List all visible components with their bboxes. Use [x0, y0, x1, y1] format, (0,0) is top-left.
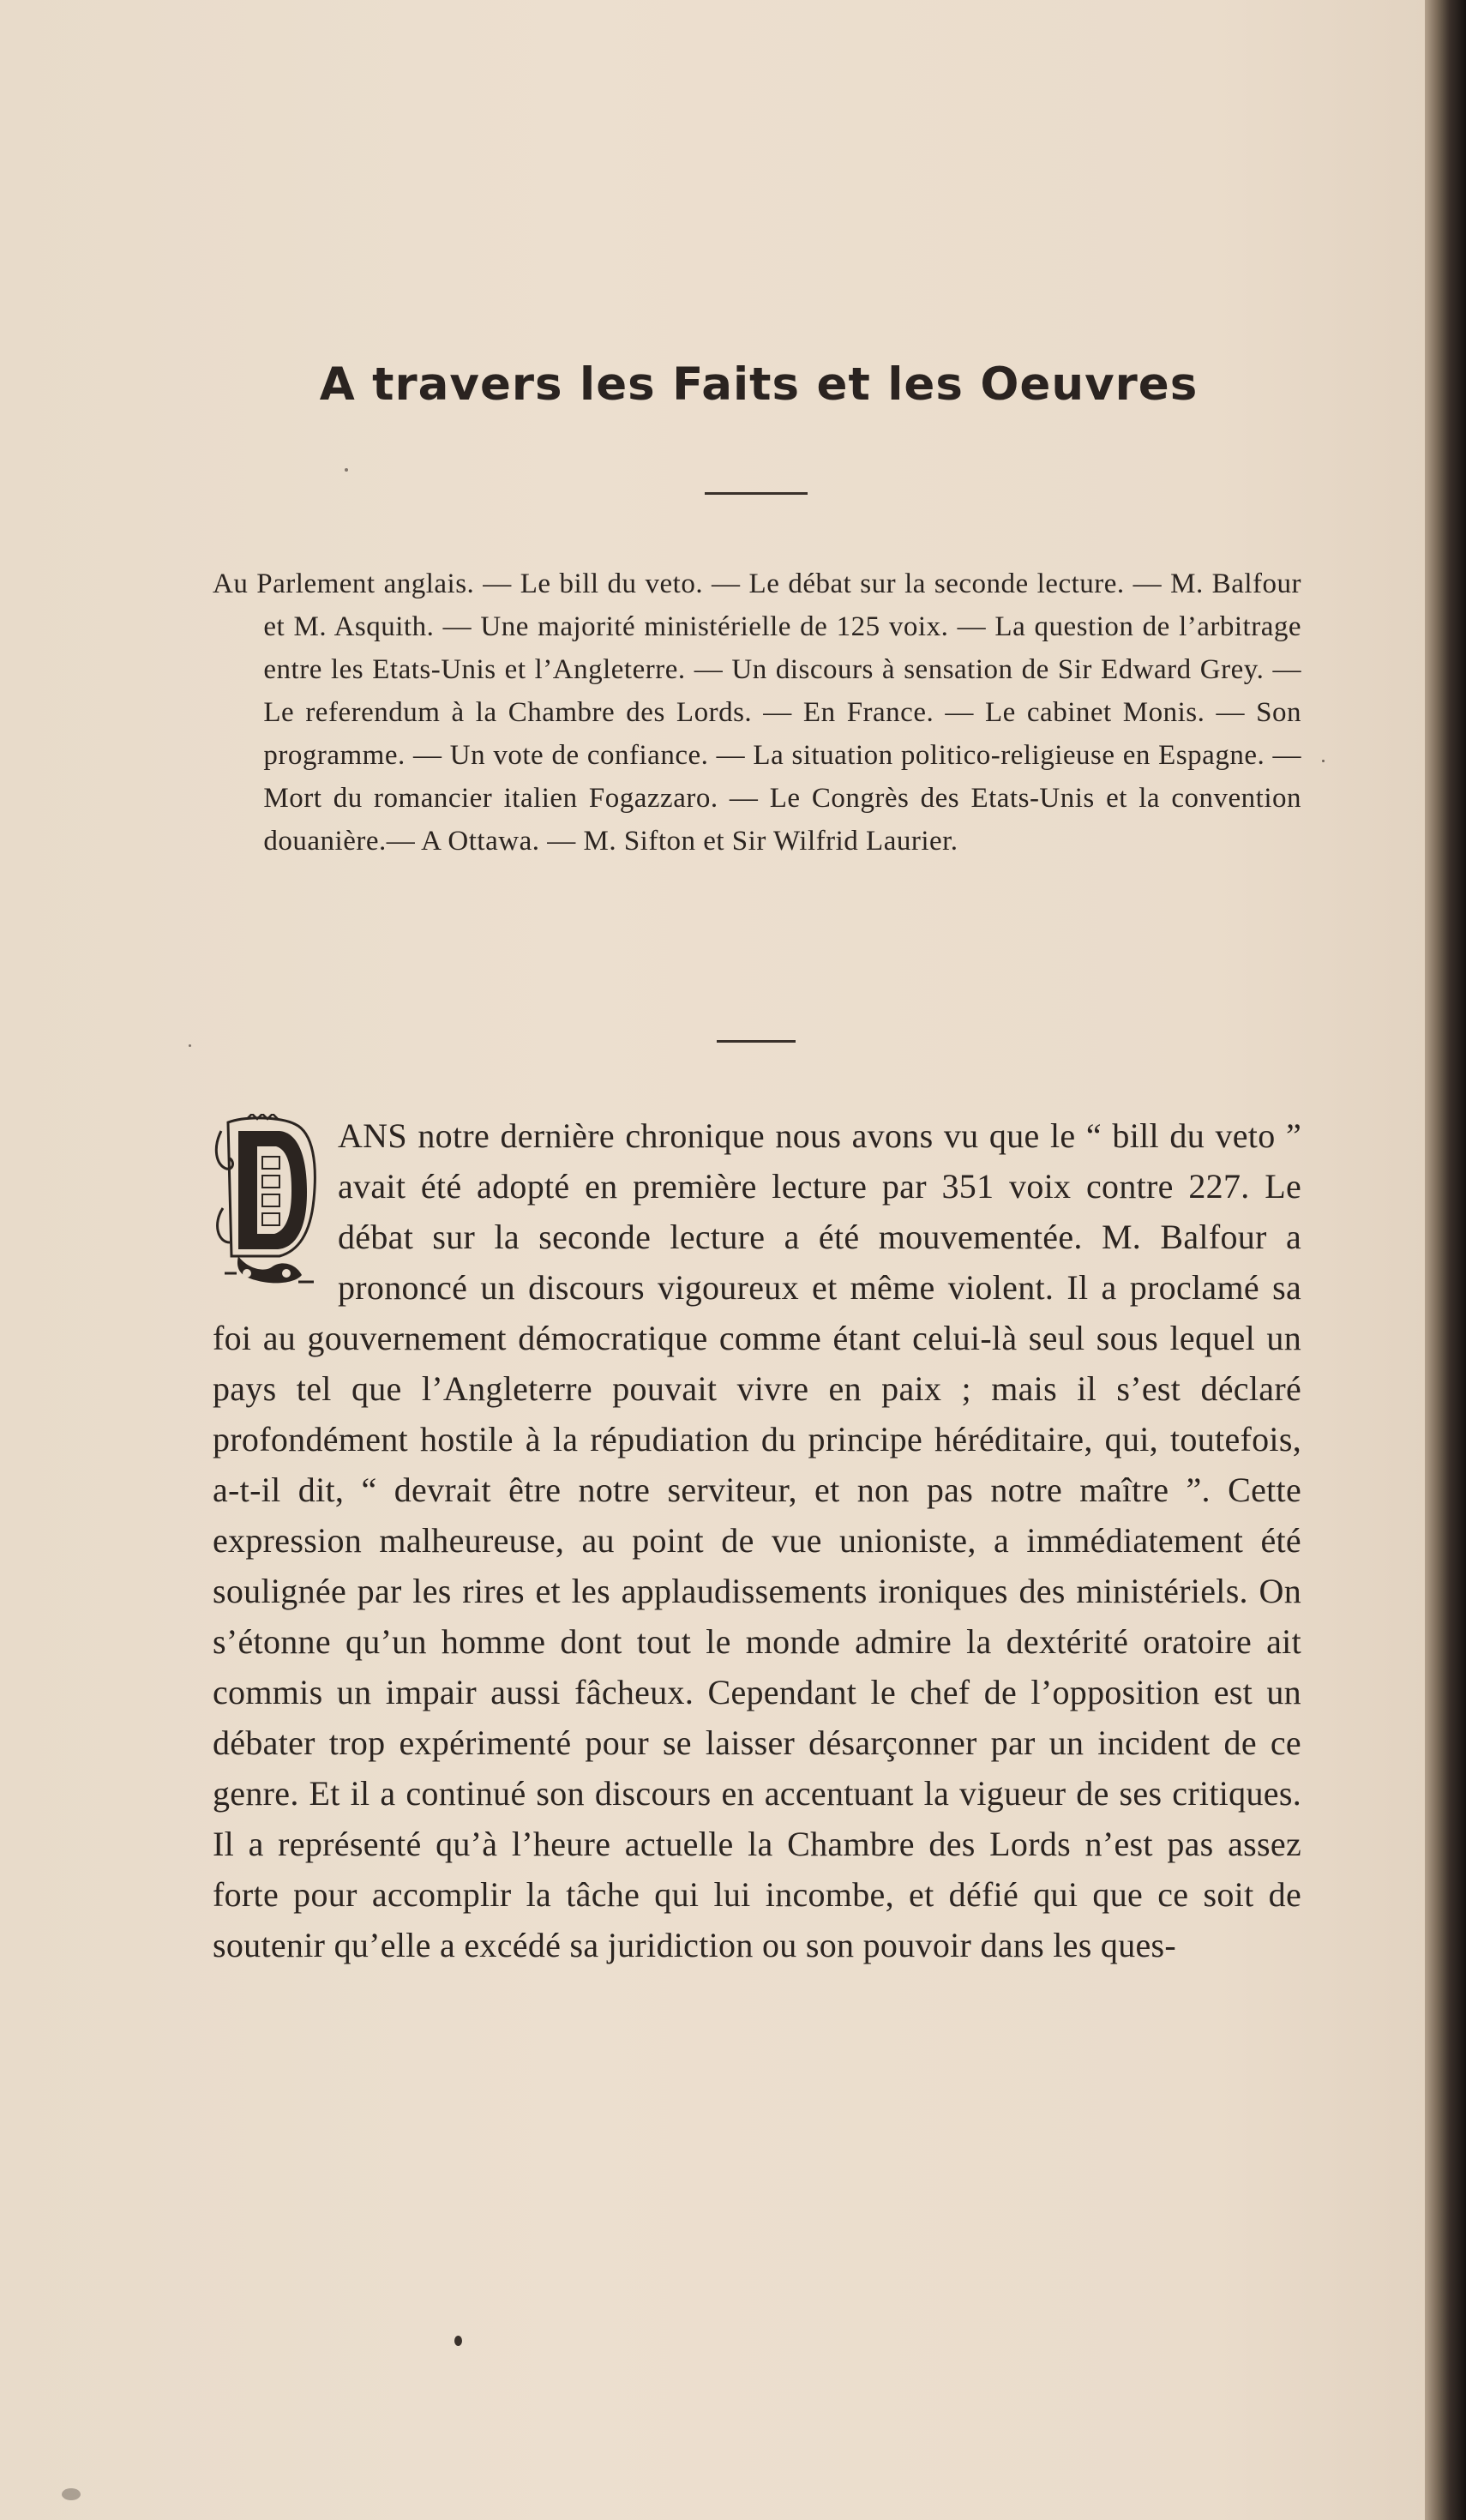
book-spine-edge	[1425, 0, 1466, 2520]
section-divider	[717, 1040, 796, 1043]
article-title: A travers les Faits et les Oeuvres	[319, 358, 1199, 411]
ink-speck	[1322, 760, 1325, 762]
ink-speck	[454, 2336, 462, 2346]
ornamental-drop-cap	[213, 1114, 324, 1290]
ink-speck	[189, 1044, 191, 1047]
title-divider	[705, 492, 808, 495]
ink-speck	[345, 468, 348, 472]
ornamental-d-icon	[213, 1114, 324, 1290]
chronicle-summary: Au Parlement anglais. — Le bill du veto. — Le débat sur la seconde lecture. — M. Balfour et M. Asquith. — Une majorité ministérielle de 125 voix. — La question de l’arbitrage entre les Etats-Unis et l’Angleterre. — Un discours à sensation de Sir Edward Grey. — Le referendum à la Chambre des Lords. — En France. — Le cabinet Monis. — Son programme. — Un vote de confiance. — La situation politico-religieuse en Espagne. — Mort du romancier italien Fogazzaro. — Le Congrès des Etats-Unis et la convention douanière.— A Ottawa. — M. Sifton et Sir Wilfrid Laurier.	[213, 568, 1301, 857]
article-body-text: ANS notre dernière chronique nous avons vu que le “ bill du veto ” avait été adopté en première lecture par 351 voix contre 227. Le débat sur la seconde lecture a été mouvementée. M. Balfour a prononcé un discours vigoureux et même violent. Il a proclamé sa foi au gouvernement démocratique comme étant celui-là seul sous lequel un pays tel que l’Angleterre pouvait vivre en paix ; mais il s’est déclaré profondément hostile à la répudiation du principe héréditaire, qui, toutefois, a-t-il dit, “ devrait être notre serviteur, et non pas notre maître ”. Cette expression malheureuse, au point de vue unioniste, a immédiatement été soulignée par les rires et les applaudissements ironiques des ministériels. On s’étonne qu’un homme dont tout le monde admire la dextérité oratoire ait commis un impair aussi fâcheux. Cependant le chef de l’opposition est un débater trop expérimenté pour se laisser désarçonner par un incident de ce genre. Et il a continué son discours en accentuant la vigueur de ses critiques. Il a représenté qu’à l’heure actuelle la Chambre des Lords n’est pas assez forte pour accomplir la tâche qui lui incombe, et défié qui que ce soit de soutenir qu’elle a excédé sa juridiction ou son pouvoir dans les ques-	[213, 1116, 1301, 1964]
article-body	[213, 1110, 1301, 1970]
paper-stain	[62, 2488, 81, 2500]
